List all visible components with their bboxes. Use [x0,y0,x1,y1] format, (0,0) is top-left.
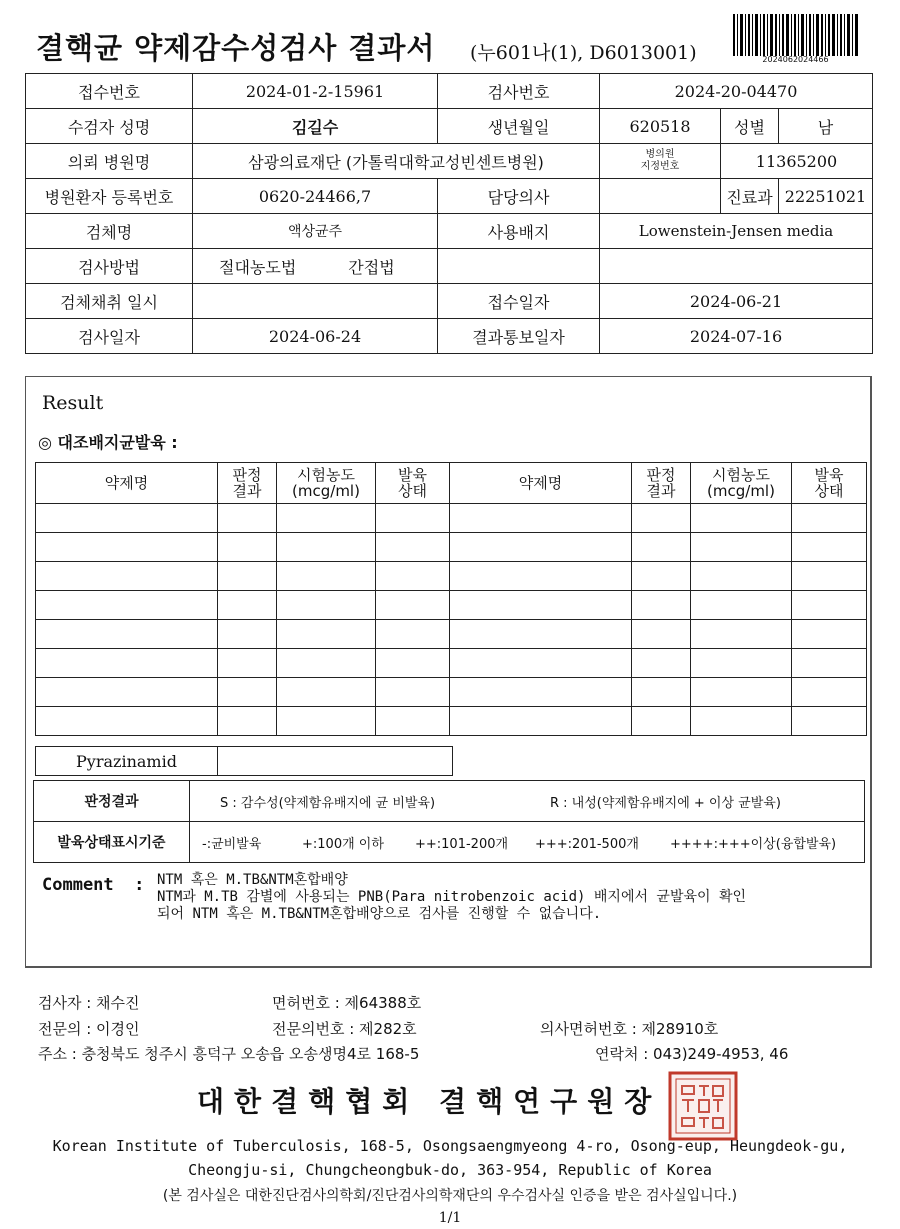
table-cell [632,649,691,678]
col-drug-name: 약제명 [36,463,218,504]
comment-line: NTM과 M.TB 감별에 사용되는 PNB(Para nitrobenzoic acid) 배지에서 균발육이 확인 [157,889,747,905]
table-cell [632,678,691,707]
english-address-line-2: Cheongju-si, Chungcheongbuk-do, 363-954, Republic of Korea [188,1161,712,1179]
table-cell [218,504,277,533]
table-cell [450,591,632,620]
control-medium-title: ◎ 대조배지균발육 : [38,433,178,452]
judgement-legend-label: 판정결과 [34,781,190,822]
table-cell [450,562,632,591]
table-cell [376,707,450,736]
table-cell [691,707,792,736]
growth-legend [190,822,865,863]
table-cell [277,678,376,707]
col-growth-line-1: 발육 [814,466,844,484]
table-cell [376,504,450,533]
table-row [36,620,867,649]
col-concentration [691,463,792,504]
pyrazinamide-table [35,746,453,776]
table-row [36,533,867,562]
doctor-license-no: 의사면허번호 : 제28910호 [540,1020,719,1038]
judgement-legend [190,781,865,822]
growth-level-1: +:100개 이하 [302,836,384,852]
col-concentration-line-2: (mcg/ml) [292,482,360,500]
document-title: 결핵균 약제감수성검사 결과서 [36,31,436,65]
specimen-label: 검체명 [26,214,193,249]
col-growth-line-2: 상태 [814,482,844,500]
growth-level-4: ++++:+++이상(융합발육) [670,836,837,852]
pyrazinamide-value [218,747,453,776]
table-cell [376,649,450,678]
table-cell [632,620,691,649]
table-cell [277,591,376,620]
table-cell [450,533,632,562]
drug-result-table [35,462,867,736]
method-value [193,249,438,284]
table-cell [376,678,450,707]
hospital-code-label [600,144,721,179]
organization-name: 대한결핵협회 결핵연구원장 [197,1085,662,1118]
specialist: 전문의 : 이경인 [38,1020,140,1038]
col-concentration [277,463,376,504]
test-no-value: 2024-20-04470 [600,74,873,109]
report-date-label: 결과통보일자 [438,319,600,354]
table-cell [277,620,376,649]
col-growth [792,463,867,504]
report-date-value: 2024-07-16 [600,319,873,354]
patient-name-label: 수검자 성명 [26,109,193,144]
table-cell [792,533,867,562]
table-cell [691,649,792,678]
comment-line: 되어 NTM 혹은 M.TB&NTM혼합배양으로 검사를 진행할 수 없습니다. [157,906,602,922]
birth-label: 생년월일 [438,109,600,144]
method-value-1: 절대농도법 [219,257,297,277]
method-value-2: 간접법 [348,257,395,277]
col-judgement-line-1: 판정 [646,466,676,484]
document-code: (누601나(1), D6013001) [470,42,697,64]
certification-note: (본 검사실은 대한진단검사의학회/진단검사의학재단의 우수검사실 인증을 받은 검사실입니다.) [162,1188,738,1204]
col-judgement [218,463,277,504]
table-cell [277,707,376,736]
patient-reg-value: 0620-24466,7 [193,179,438,214]
table-cell [218,649,277,678]
hospital-value: 삼광의료재단 (가톨릭대학교성빈센트병원) [193,144,600,179]
receive-date-label: 접수일자 [438,284,600,319]
table-cell [376,533,450,562]
table-row [36,504,867,533]
table-cell [376,591,450,620]
receipt-no-value: 2024-01-2-15961 [193,74,438,109]
table-cell [792,678,867,707]
table-cell [36,707,218,736]
table-row [36,562,867,591]
english-address-line-1: Korean Institute of Tuberculosis, 168-5, Osongsaengmyeong 4-ro, Osong-eup, Heungdeok-gu, [52,1137,848,1155]
table-cell [277,533,376,562]
table-row [36,649,867,678]
table-cell [691,620,792,649]
table-cell [450,504,632,533]
col-judgement [632,463,691,504]
judgement-s: S : 감수성(약제함유배지에 균 비발육) [220,795,436,811]
table-cell [691,678,792,707]
test-date-value: 2024-06-24 [193,319,438,354]
doctor-value [600,179,721,214]
table-row [36,678,867,707]
birth-value: 620518 [600,109,721,144]
specialist-no: 전문의번호 : 제282호 [272,1020,417,1038]
receive-date-value: 2024-06-21 [600,284,873,319]
doctor-label: 담당의사 [438,179,600,214]
table-cell [36,591,218,620]
hospital-label: 의뢰 병원명 [26,144,193,179]
table-cell [632,707,691,736]
col-judgement-line-2: 결과 [232,482,262,500]
growth-level-3: +++:201-500개 [535,836,639,852]
col-growth [376,463,450,504]
table-cell [376,562,450,591]
table-cell [632,562,691,591]
address: 주소 : 충청북도 청주시 흥덕구 오송읍 오송생명4로 168-5 [38,1045,420,1063]
hospital-code-label-line-1: 병의원 [645,149,675,160]
comment-line: NTM 혹은 M.TB&NTM혼합배양 [157,872,348,888]
sex-label: 성별 [721,109,779,144]
official-seal-icon [667,1070,739,1142]
table-row [36,707,867,736]
table-cell [632,504,691,533]
col-concentration-line-1: 시험농도 [297,466,355,484]
patient-info-table [25,73,873,354]
table-cell [792,649,867,678]
table-cell [632,591,691,620]
table-cell [632,533,691,562]
tester: 검사자 : 채수진 [38,994,140,1012]
table-cell [218,562,277,591]
hospital-code-value: 11365200 [721,144,873,179]
patient-reg-label: 병원환자 등록번호 [26,179,193,214]
barcode-number: 2024062024466 [762,55,829,64]
table-cell [691,533,792,562]
hospital-code-label-line-2: 지정번호 [640,161,680,172]
page-number: 1/1 [438,1210,462,1226]
empty-cell [438,249,600,284]
comment-label: Comment : [42,875,145,895]
test-no-label: 검사번호 [438,74,600,109]
growth-neg: -:균비발육 [202,836,262,852]
col-drug-name: 약제명 [450,463,632,504]
table-cell [36,649,218,678]
growth-legend-label: 발육상태표시기준 [34,822,190,863]
sex-value: 남 [779,109,873,144]
result-title: Result [42,392,104,414]
table-cell [36,504,218,533]
table-cell [218,533,277,562]
collect-date-label: 검체채취 일시 [26,284,193,319]
table-cell [450,707,632,736]
col-growth-line-2: 상태 [398,482,427,500]
table-cell [218,678,277,707]
col-growth-line-1: 발육 [398,466,427,484]
table-cell [450,678,632,707]
table-cell [218,707,277,736]
license-no: 면허번호 : 제64388호 [272,994,422,1012]
dept-label: 진료과 [721,179,779,214]
receipt-no-label: 접수번호 [26,74,193,109]
col-concentration-line-2: (mcg/ml) [707,482,775,500]
medium-label: 사용배지 [438,214,600,249]
method-label: 검사방법 [26,249,193,284]
table-cell [218,620,277,649]
table-cell [376,620,450,649]
drug-rows [36,504,867,736]
table-cell [36,533,218,562]
table-cell [792,504,867,533]
patient-name-value: 김길수 [193,109,438,144]
table-cell [792,620,867,649]
table-cell [792,707,867,736]
table-cell [792,591,867,620]
table-cell [277,504,376,533]
col-concentration-line-1: 시험농도 [712,466,770,484]
judgement-r: R : 내성(약제함유배지에 + 이상 균발육) [550,795,781,811]
table-cell [218,591,277,620]
table-row [36,591,867,620]
table-cell [36,678,218,707]
dept-value: 22251021 [779,179,873,214]
col-judgement-line-2: 결과 [646,482,676,500]
table-cell [277,649,376,678]
test-date-label: 검사일자 [26,319,193,354]
table-cell [792,562,867,591]
specimen-value: 액상균주 [193,214,438,249]
collect-date-value [193,284,438,319]
table-cell [36,620,218,649]
table-cell [36,562,218,591]
empty-cell [600,249,873,284]
contact: 연락처 : 043)249-4953, 46 [595,1045,789,1063]
legend-table [33,780,865,863]
table-cell [450,649,632,678]
growth-level-2: ++:101-200개 [415,836,509,852]
table-cell [277,562,376,591]
col-judgement-line-1: 판정 [232,466,262,484]
table-cell [691,562,792,591]
barcode-icon [733,14,858,56]
table-cell [450,620,632,649]
comment-text [157,872,746,923]
table-cell [691,591,792,620]
table-cell [691,504,792,533]
pyrazinamide-label: Pyrazinamid [36,747,218,776]
medium-value: Lowenstein-Jensen media [600,214,873,249]
